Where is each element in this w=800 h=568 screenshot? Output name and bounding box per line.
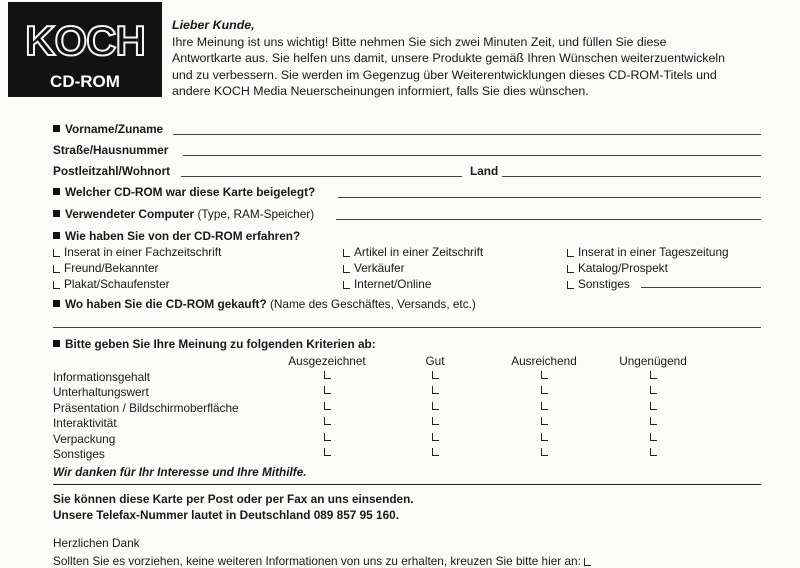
postal-label: Postleitzahl/Wohnort (53, 164, 171, 178)
checkbox-icon (53, 249, 60, 257)
checkbox-icon (567, 249, 574, 257)
rating-checkbox[interactable] (324, 417, 331, 425)
rating-column-header: Ungenügend (619, 354, 687, 368)
rating-checkbox[interactable] (541, 386, 548, 394)
thanks-text: Wir danken für Ihr Interesse und Ihre Mithilfe. (53, 465, 307, 479)
rating-checkbox[interactable] (432, 386, 439, 394)
country-label: Land (470, 164, 499, 178)
fax-info-line: Unsere Telefax-Nummer lautet in Deutschland 089 857 95 160. (53, 508, 399, 522)
checkbox-icon (567, 265, 574, 273)
rating-checkbox[interactable] (324, 433, 331, 441)
rating-row-label: Interaktivität (53, 416, 117, 430)
option-tageszeitung[interactable]: Inserat in einer Tageszeitung (567, 245, 729, 259)
computer-label: Verwendeter Computer (Type, RAM-Speicher) (53, 207, 314, 221)
rating-row-label: Sonstiges (53, 447, 105, 461)
rating-checkbox[interactable] (650, 448, 657, 456)
rating-checkbox[interactable] (541, 433, 548, 441)
rating-checkbox[interactable] (324, 448, 331, 456)
logo-subtitle: CD-ROM (50, 72, 120, 91)
rating-checkbox[interactable] (541, 371, 548, 379)
postal-field[interactable] (181, 176, 462, 177)
logo-mark: KOCH (25, 17, 145, 64)
rating-checkbox[interactable] (432, 448, 439, 456)
option-fachzeitschrift[interactable]: Inserat in einer Fachzeitschrift (53, 245, 221, 259)
sonstiges-field[interactable] (641, 287, 761, 288)
checkbox-icon (53, 281, 60, 289)
name-field[interactable] (173, 134, 761, 135)
divider (53, 484, 761, 485)
street-label: Straße/Hausnummer (53, 143, 169, 157)
computer-field[interactable] (336, 219, 761, 220)
option-internet[interactable]: Internet/Online (343, 277, 431, 291)
rating-row-label: Informationsgehalt (53, 370, 151, 384)
option-sonstiges[interactable]: Sonstiges (567, 277, 630, 291)
purchase-question: Wo haben Sie die CD-ROM gekauft? (Name des Geschäftes, Versands, etc.) (53, 297, 476, 311)
intro-line: Antwortkarte aus. Sie helfen uns damit, unsere Produkte gemäß Ihren Wünschen weiterzuentwickeln (172, 51, 726, 66)
rating-column-header: Ausgezeichnet (288, 354, 366, 368)
rating-checkbox[interactable] (432, 417, 439, 425)
rating-row-label: Unterhaltungswert (53, 385, 149, 399)
purchase-field[interactable] (53, 327, 761, 328)
cdrom-label: Welcher CD-ROM war diese Karte beigelegt? (53, 185, 315, 199)
greeting: Lieber Kunde, (172, 18, 255, 32)
closing-text: Herzlichen Dank (53, 536, 140, 550)
optout-line (53, 554, 595, 568)
option-plakat[interactable]: Plakat/Schaufenster (53, 277, 170, 291)
rating-column-header: Gut (425, 354, 445, 368)
country-field[interactable] (502, 176, 761, 177)
rating-column-header: Ausreichend (511, 354, 577, 368)
rating-checkbox[interactable] (650, 402, 657, 410)
source-question: Wie haben Sie von der CD-ROM erfahren? (53, 229, 300, 243)
checkbox-icon (343, 281, 350, 289)
rating-checkbox[interactable] (650, 371, 657, 379)
option-freund[interactable]: Freund/Bekannter (53, 261, 158, 275)
purchase-hint: (Name des Geschäftes, Versands, etc.) (269, 297, 476, 311)
optout-checkbox-icon[interactable] (584, 558, 591, 566)
rating-row-label: Präsentation / Bildschirmoberfläche (53, 401, 239, 415)
option-zeitschrift[interactable]: Artikel in einer Zeitschrift (343, 245, 483, 259)
checkbox-icon (343, 249, 350, 257)
rating-checkbox[interactable] (650, 386, 657, 394)
checkbox-icon (53, 265, 60, 273)
optout-text: Sollten Sie es vorziehen, keine weiteren Informationen von uns zu erhalten, kreuzen Sie bitte hier an: (53, 554, 581, 568)
rating-checkbox[interactable] (650, 433, 657, 441)
cdrom-field[interactable] (338, 197, 761, 198)
intro-line: und zu verbessern. Sie werden im Gegenzug über Weiterentwicklungen dieses CD-ROM-Titels und (172, 67, 717, 82)
rating-checkbox[interactable] (432, 402, 439, 410)
name-label: Vorname/Zuname (53, 122, 163, 136)
rating-checkbox[interactable] (541, 417, 548, 425)
intro-line: Ihre Meinung ist uns wichtig! Bitte nehmen Sie sich zwei Minuten Zeit, und füllen Sie diese (172, 34, 667, 49)
rating-checkbox[interactable] (324, 371, 331, 379)
intro-line: andere KOCH Media Neuerscheinungen informiert, falls Sie dies wünschen. (172, 84, 589, 99)
street-field[interactable] (183, 155, 761, 156)
rating-checkbox[interactable] (432, 433, 439, 441)
option-verkaeufer[interactable]: Verkäufer (343, 261, 405, 275)
intro-text (172, 17, 772, 100)
rating-checkbox[interactable] (650, 417, 657, 425)
option-katalog[interactable]: Katalog/Prospekt (567, 261, 668, 275)
rating-checkbox[interactable] (432, 371, 439, 379)
checkbox-icon (343, 265, 350, 273)
rating-question: Bitte geben Sie Ihre Meinung zu folgenden Kriterien ab: (53, 337, 376, 351)
rating-checkbox[interactable] (324, 386, 331, 394)
koch-cd-rom-logo (8, 2, 162, 97)
rating-checkbox[interactable] (541, 448, 548, 456)
computer-hint: (Type, RAM-Speicher) (197, 207, 315, 221)
rating-checkbox[interactable] (324, 402, 331, 410)
checkbox-icon (567, 281, 574, 289)
rating-row-label: Verpackung (53, 432, 116, 446)
send-info-line: Sie können diese Karte per Post oder per Fax an uns einsenden. (53, 492, 414, 506)
rating-checkbox[interactable] (541, 402, 548, 410)
